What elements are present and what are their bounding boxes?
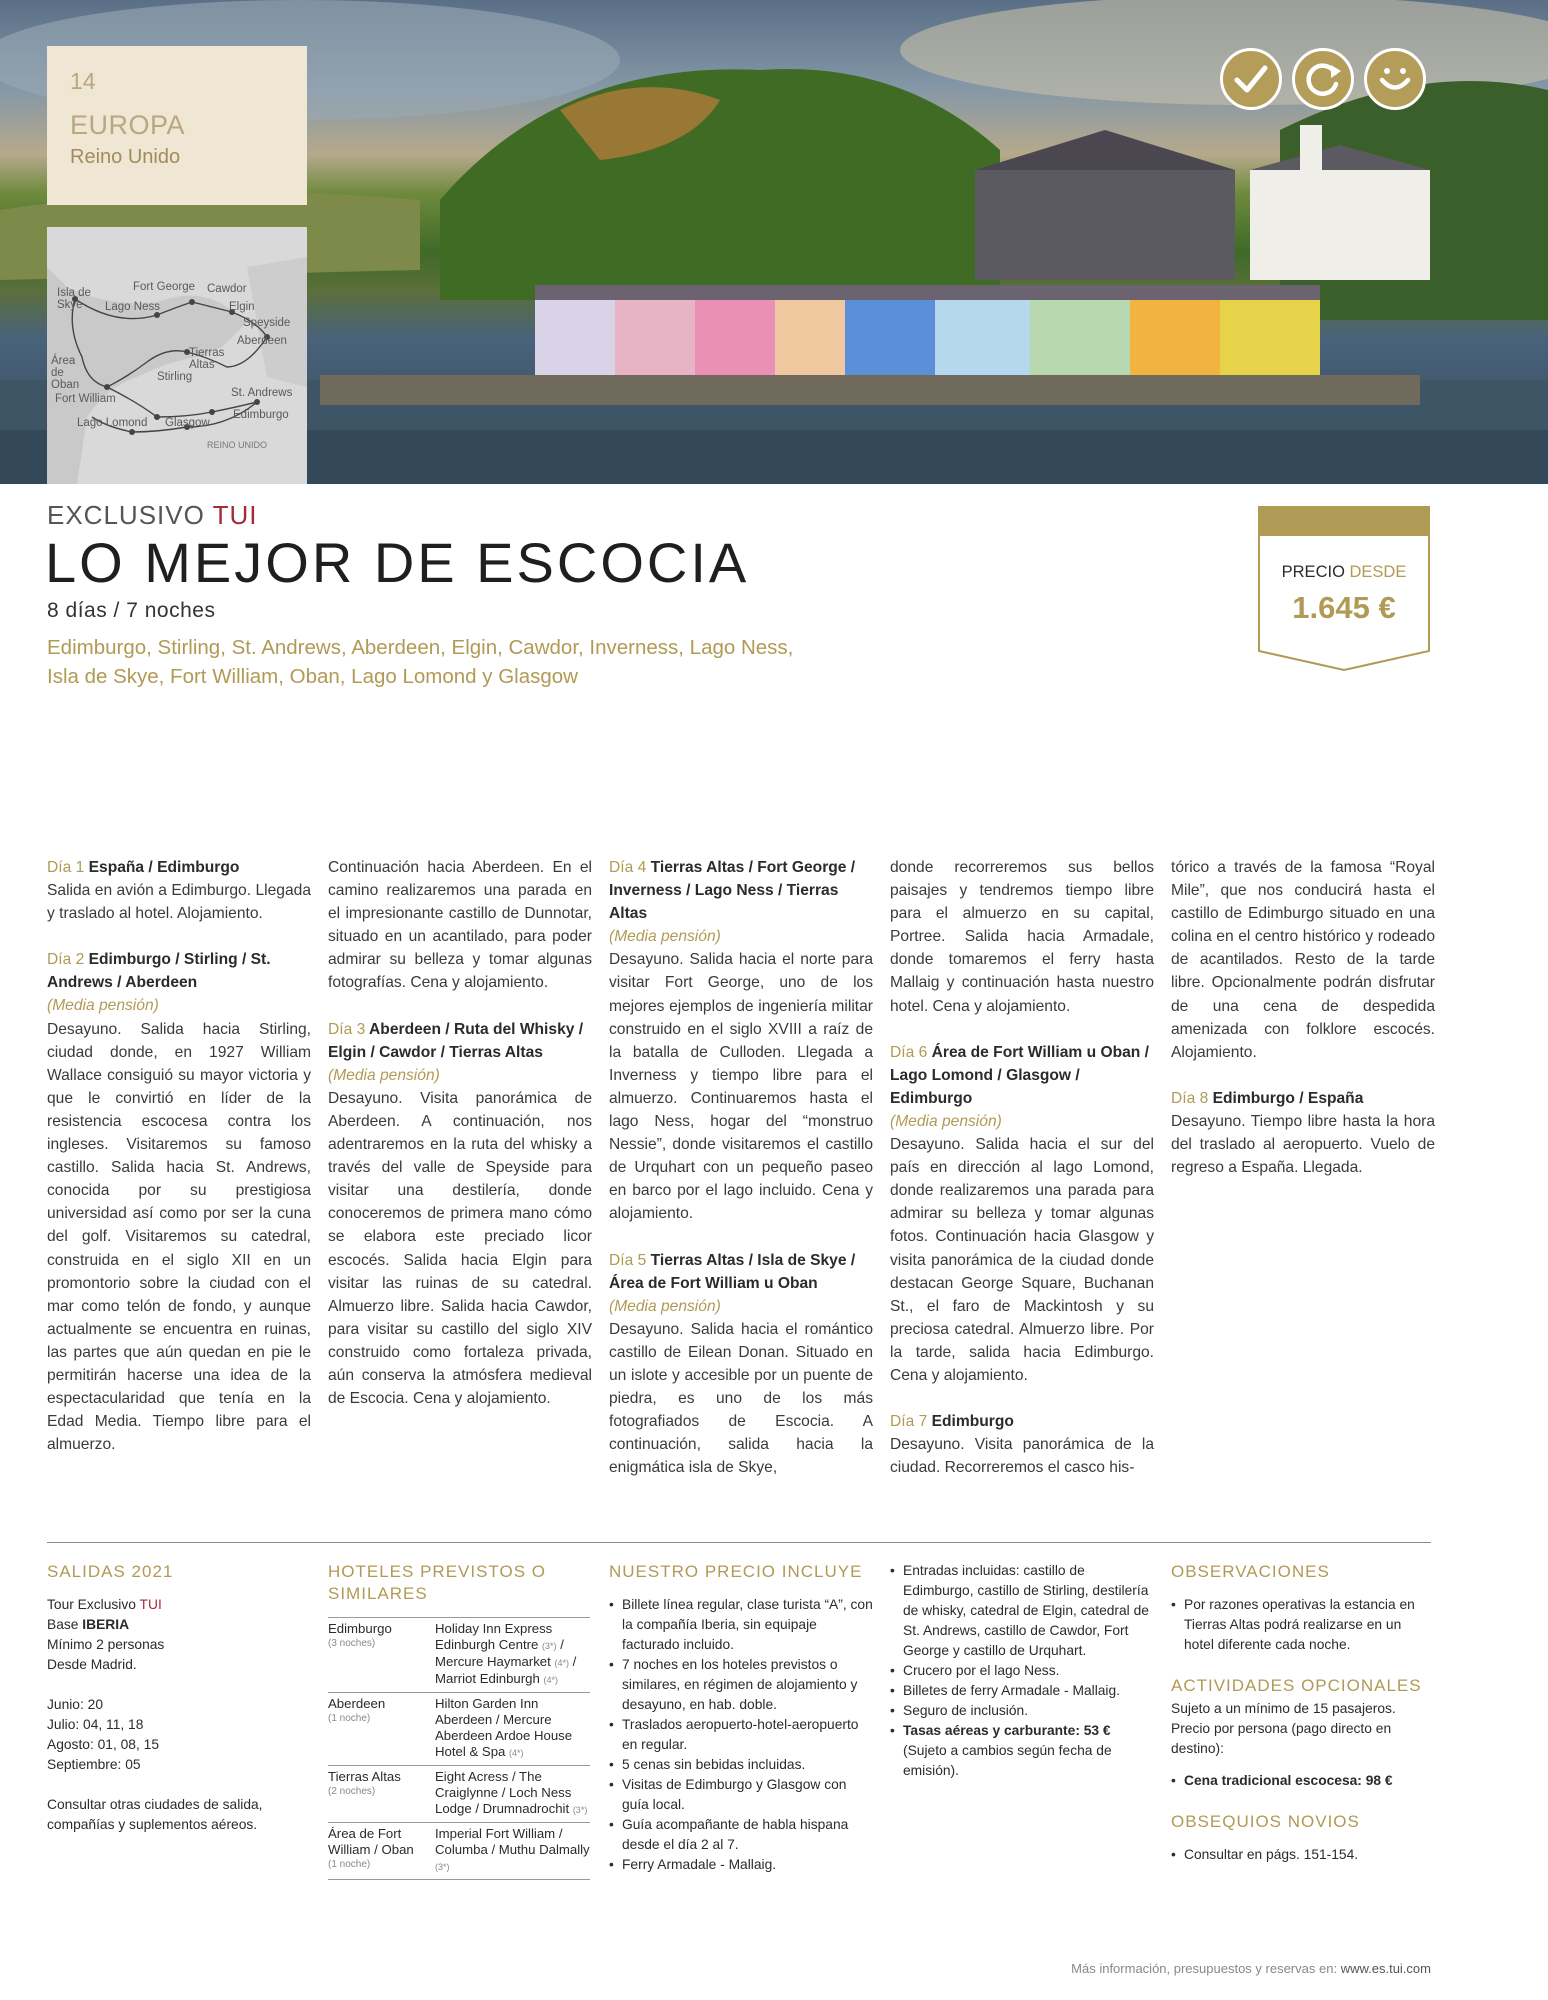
list-item: • Seguro de inclusión.: [890, 1701, 1154, 1721]
includes-list: [890, 1561, 1154, 1781]
hotel-city: Tierras Altas (2 noches): [328, 1766, 435, 1823]
meal-plan: (Media pensión): [890, 1112, 1002, 1130]
meal-plan: (Media pensión): [609, 928, 721, 946]
list-item: • Visitas de Edimburgo y Glasgow con guía local.: [609, 1775, 873, 1815]
date-item: Agosto: 01, 08, 15: [47, 1737, 159, 1752]
tour-type: Tour Exclusivo TUI: [47, 1597, 162, 1612]
date-item: Julio: 04, 11, 18: [47, 1717, 144, 1732]
itinerary-continuation: [1171, 856, 1435, 1064]
footer: [900, 1961, 1431, 1976]
price-value: 1.645 €: [1292, 590, 1396, 625]
day-heading: Día 1 España / Edimburgo: [47, 859, 240, 876]
exclusive-text: EXCLUSIVO: [47, 500, 205, 530]
hotel-names: Imperial Fort William / Columba / Muthu Dalmally (3*): [435, 1823, 590, 1880]
hotel-city: Aberdeen (1 noche): [328, 1693, 435, 1766]
price-includes-section: [609, 1561, 873, 1875]
itinerary-column-4: [890, 856, 1154, 1502]
notes-list: [1171, 1595, 1435, 1655]
section-title: NUESTRO PRECIO INCLUYE: [609, 1562, 863, 1581]
day-heading: Día 8 Edimburgo / España: [1171, 1089, 1364, 1107]
list-item: • Traslados aeropuerto-hotel-aeropuerto en regular.: [609, 1715, 873, 1755]
section-title: ACTIVIDADES OPCIONALES: [1171, 1676, 1422, 1695]
day-text: Desayuno. Visita panorámica de la ciudad. Recorreremos el casco his-: [890, 1436, 1154, 1477]
gifts-list: [1171, 1845, 1435, 1865]
notes-section: [1171, 1561, 1435, 1865]
list-item: • Cena tradicional escocesa: 98 €: [1171, 1771, 1435, 1791]
itinerary-column-2: [328, 856, 592, 1433]
country-label: Reino Unido: [70, 146, 181, 168]
table-row: [328, 1823, 590, 1880]
table-row: [328, 1693, 590, 1766]
price-badge-shape: [1258, 506, 1430, 671]
day-text: donde recorreremos sus bellos paisajes y tendremos tiempo libre para el almuerzo en su capital, Portree. Salida hacia Armadale, donde tomaremos el ferry hasta Mallaig y continuación hasta nuestro hotel. Cena y alojamiento.: [890, 859, 1154, 1015]
price-label-accent: DESDE: [1349, 563, 1407, 581]
check-icon: [1220, 48, 1282, 110]
map-label-lago-ness: Lago Ness: [105, 301, 160, 313]
map-label-reino-unido: REINO UNIDO: [207, 440, 268, 450]
region-label: EUROPA: [70, 110, 186, 140]
activities-list: [1171, 1771, 1435, 1791]
day-heading: Día 2 Edimburgo / Stirling / St. Andrews / Aberdeen: [47, 951, 271, 992]
itinerary-day-5: [609, 1249, 873, 1480]
tour-route: Edimburgo, Stirling, St. Andrews, Aberdeen, Elgin, Cawdor, Inverness, Lago Ness, Isla de Skye, Fort William, Oban, Lago Lomond y Glasgow: [47, 636, 794, 688]
hero-photo: [0, 0, 1548, 484]
day-heading: Día 6 Área de Fort William u Oban / Lago Lomond / Glasgow / Edimburgo: [890, 1043, 1149, 1107]
hotel-names: Hilton Garden Inn Aberdeen / Mercure Aberdeen Ardoe House Hotel & Spa (4*): [435, 1693, 590, 1766]
meal-plan: (Media pensión): [328, 1066, 440, 1084]
map-label-lago-lomond: Lago Lomond: [77, 417, 148, 429]
map-label-speyside: Speyside: [243, 317, 291, 329]
itinerary-day-8: [1171, 1087, 1435, 1179]
page-number: 14: [70, 68, 96, 94]
day-text: Desayuno. Visita panorámica de Aberdeen. A continuación, nos adentraremos en la ruta del whisky a través del valle de Speyside para visitar una destilería, donde conoceremos de primera mano cómo se elabora este preciado licor escocés. Salida hacia Elgin para visitar las ruinas de su catedral. Almuerzo libre. Salida hacia Cawdor, para visitar su castillo del siglo XIV construido como fortaleza privada, aún conserva la atmósfera medieval de Escocia. Cena y alojamiento.: [328, 1089, 592, 1408]
itinerary-continuation: [890, 856, 1154, 1018]
brand-name: TUI: [212, 500, 258, 530]
price-label-text: PRECIO: [1281, 563, 1345, 581]
base-airline: Base IBERIA: [47, 1617, 130, 1632]
list-item: • Billetes de ferry Armadale - Mallaig.: [890, 1681, 1154, 1701]
tour-duration: 8 días / 7 noches: [47, 599, 216, 622]
map-label-glasgow: Glasgow: [165, 417, 210, 429]
itinerary-continuation: [328, 856, 592, 995]
itinerary-day-3: [328, 1018, 592, 1411]
meal-plan: (Media pensión): [47, 997, 159, 1015]
day-text: tórico a través de la famosa “Royal Mile”, que nos conducirá hasta el castillo de Edimburgo situado en una colina en el centro histórico y rodeado de acantilados. Resto de la tarde libre. Opcionalmente podrán disfrutar de una cena de despedida amenizada con folklore escocés. Alojamiento.: [1171, 859, 1435, 1061]
map-label-aberdeen: Aberdeen: [237, 335, 287, 347]
departure-city: Desde Madrid.: [47, 1657, 137, 1672]
itinerary-day-1: [47, 856, 311, 925]
itinerary-column-1: [47, 856, 311, 1479]
list-item: • Guía acompañante de habla hispana desde el día 2 al 7.: [609, 1815, 873, 1855]
day-text: Desayuno. Salida hacia el romántico castillo de Eilean Donan. Situado en un islote y accesible por un puente de piedra, es uno de los más fotografiados de Escocia. A continuación, salida hacia la enigmática isla de Skye,: [609, 1320, 873, 1477]
map-label-isla-de-skye: Isla de Skye: [57, 287, 91, 311]
list-item: • 7 noches en los hoteles previstos o similares, en régimen de alojamiento y desayuno, en hab. doble.: [609, 1655, 873, 1715]
map-label-area-de-oban: Área de Oban: [51, 355, 80, 391]
includes-list: [609, 1595, 873, 1875]
itinerary-column-5: [1171, 856, 1435, 1202]
departures-note: Consultar otras ciudades de salida, compañías y suplementos aéreos.: [47, 1797, 263, 1832]
date-item: Septiembre: 05: [47, 1757, 141, 1772]
list-item: • Ferry Armadale - Mallaig.: [609, 1855, 873, 1875]
map-label-cawdor: Cawdor: [207, 283, 247, 295]
itinerary-day-2: [47, 948, 311, 1456]
map-label-st-andrews: St. Andrews: [231, 387, 293, 399]
itinerary-column-3: [609, 856, 873, 1502]
list-item: • Crucero por el lago Ness.: [890, 1661, 1154, 1681]
map-label-fort-william: Fort William: [55, 393, 116, 405]
itinerary-day-4: [609, 856, 873, 1226]
list-item: • Billete línea regular, clase turista “A”, con la compañía Iberia, sin equipaje facturado incluido.: [609, 1595, 873, 1655]
hotel-city: Área de Fort William / Oban (1 noche): [328, 1823, 435, 1880]
day-heading: Día 5 Tierras Altas / Isla de Skye / Área de Fort William u Oban: [609, 1251, 856, 1292]
table-row: [328, 1618, 590, 1693]
smile-icon: [1364, 48, 1426, 110]
min-persons: Mínimo 2 personas: [47, 1637, 165, 1652]
map-label-stirling: Stirling: [157, 371, 193, 383]
hotel-city: Edimburgo (3 noches): [328, 1618, 435, 1693]
table-row: [328, 1766, 590, 1823]
price-label: [1258, 563, 1430, 582]
price-includes-continued: [890, 1561, 1154, 1781]
section-title: OBSERVACIONES: [1171, 1562, 1330, 1581]
list-item: • 5 cenas sin bebidas incluidas.: [609, 1755, 873, 1775]
section-title: HOTELES PREVISTOS O SIMILARES: [328, 1562, 547, 1603]
list-item: • Entradas incluidas: castillo de Edimburgo, castillo de Stirling, destilería de whisky, catedral de Elgin, catedral de St. Andrews, castillo de Cawdor, Fort George y castillo de Urquhart.: [890, 1561, 1154, 1661]
date-item: Junio: 20: [47, 1697, 103, 1712]
day-text: Desayuno. Tiempo libre hasta la hora del traslado al aeropuerto. Vuelo de regreso a España. Llegada.: [1171, 1112, 1435, 1177]
map-label-edimburgo: Edimburgo: [233, 409, 289, 421]
itinerary-day-7: [890, 1410, 1154, 1479]
hotels-table: [328, 1617, 590, 1880]
day-text: Continuación hacia Aberdeen. En el camino realizaremos una parada en el impresionante castillo de Dunnotar, situado en un acantilado, para poder admirar su belleza y tomar algunas fotografías. Cena y alojamiento.: [328, 859, 592, 992]
tour-title: LO MEJOR DE ESCOCIA: [45, 531, 750, 594]
day-heading: Día 3 Aberdeen / Ruta del Whisky / Elgin / Cawdor / Tierras Altas: [328, 1020, 584, 1061]
refresh-icon: [1292, 48, 1354, 110]
list-item-taxes: • Tasas aéreas y carburante: 53 € (Sujeto a cambios según fecha de emisión).: [890, 1721, 1154, 1781]
section-title: SALIDAS 2021: [47, 1562, 174, 1581]
day-heading: Día 7 Edimburgo: [890, 1413, 1014, 1431]
map-label-tierras-altas: Tierras Altas: [189, 347, 225, 371]
map-label-elgin: Elgin: [229, 301, 255, 313]
hotels-section: [328, 1561, 592, 1880]
day-text: Salida en avión a Edimburgo. Llegada y traslado al hotel. Alojamiento.: [47, 882, 311, 923]
feature-icons: [1220, 48, 1432, 114]
page-header-box: [47, 46, 307, 205]
section-divider: [47, 1542, 1431, 1543]
section-title: OBSEQUIOS NOVIOS: [1171, 1812, 1360, 1831]
day-text: Desayuno. Salida hacia el sur del país en dirección al lago Lomond, donde realizaremos una parada para admirar su belleza y tomar algunas fotos. Continuación hacia Glasgow y visita panorámica de la ciudad donde destacan George Square, Buchanan St., el faro de Mackintosh y su preciosa catedral. Almuerzo libre. Por la tarde, salida hacia Edimburgo. Cena y alojamiento.: [890, 1136, 1154, 1384]
day-heading: Día 4 Tierras Altas / Fort George / Inverness / Lago Ness / Tierras Altas: [609, 859, 856, 923]
hotel-names: Holiday Inn Express Edinburgh Centre (3*) / Mercure Haymarket (4*) / Marriot Edinburgh (4*): [435, 1618, 590, 1693]
day-text: Desayuno. Salida hacia el norte para visitar Fort George, uno de los mejores ejemplos de ingeniería militar construido en el siglo XVIII a raíz de la batalla de Culloden. Llegada a Inverness y tiempo libre para el almuerzo. Continuaremos hasta el lago Ness, hogar del “monstruo Nessie”, donde visitaremos el castillo de Urquhart con un pequeño paseo en barco por el lago incluido. Cena y alojamiento.: [609, 951, 873, 1223]
itinerary-day-6: [890, 1041, 1154, 1387]
list-item: • Por razones operativas la estancia en Tierras Altas podrá realizarse en un hotel diferente cada noche.: [1171, 1595, 1435, 1655]
list-item: • Consultar en págs. 151-154.: [1171, 1845, 1435, 1865]
map-label-fort-george: Fort George: [133, 281, 195, 293]
meal-plan: (Media pensión): [609, 1297, 721, 1315]
optional-activities-text: Sujeto a un mínimo de 15 pasajeros. Precio por persona (pago directo en destino):: [1171, 1701, 1396, 1756]
exclusive-label: [47, 500, 257, 531]
footer-link[interactable]: www.es.tui.com: [1340, 1961, 1431, 1976]
hotel-names: Eight Acress / The Craiglynne / Loch Ness Lodge / Drumnadrochit (3*): [435, 1766, 590, 1823]
route-map: [47, 227, 307, 484]
footer-text: Más información, presupuestos y reservas en:: [1071, 1961, 1338, 1976]
price-box: [1258, 506, 1430, 671]
day-text: Desayuno. Salida hacia Stirling, ciudad donde, en 1927 William Wallace consiguió su mayor victoria y que le convirtió en líder de la resistencia escocesa contra los ingleses. Visitaremos su famoso castillo. Salida hacia St. Andrews, conocida por su prestigiosa universidad así como por ser la cuna del golf. Visitaremos su catedral, construida en el siglo XII en un promontorio sobre la ciudad con el mar como telón de fondo, y aunque actualmente se encuentra en ruinas, las partes que aún quedan en pie le permitirán hacerse una idea de la espectacularidad que tenía en la Edad Media. Tiempo libre para el almuerzo.: [47, 1020, 311, 1454]
departures-section: [47, 1561, 311, 1835]
